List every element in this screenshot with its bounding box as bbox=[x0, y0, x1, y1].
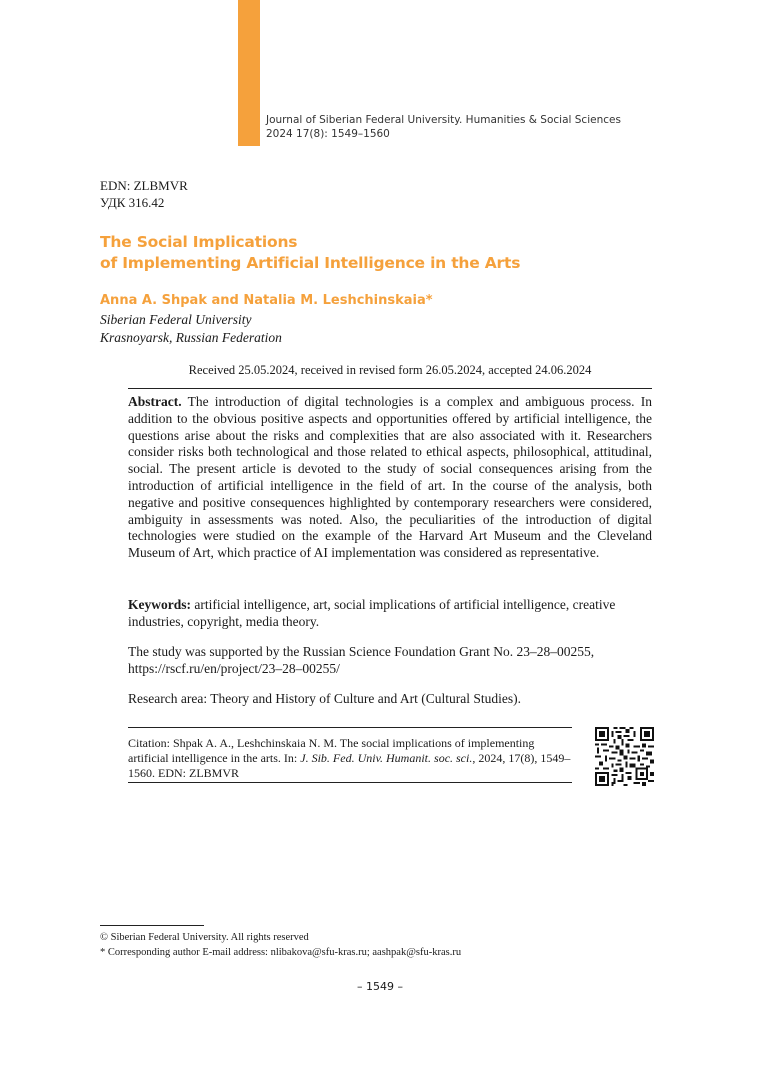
corresponding-author-note: * Corresponding author E-mail address: nlibakova@sfu-kras.ru; aashpak@sfu-kras.ru bbox=[100, 947, 462, 958]
affiliation-city: Krasnoyarsk, Russian Federation bbox=[100, 330, 282, 345]
citation bbox=[128, 736, 572, 781]
citation-prefix: Citation: Shpak A. A., Leshchinskaia N. M. The social implications of implementing artificial intelligence in the arts. In: bbox=[128, 736, 535, 765]
udk-code: УДК 316.42 bbox=[100, 195, 165, 210]
received-dates: Received 25.05.2024, received in revised form 26.05.2024, accepted 24.06.2024 bbox=[188, 363, 592, 377]
citation-top-rule bbox=[128, 727, 572, 728]
edn-code: EDN: ZLBMVR bbox=[100, 178, 188, 193]
journal-issue: 2024 17(8): 1549–1560 bbox=[266, 128, 390, 140]
journal-header bbox=[266, 113, 621, 141]
abstract-label: Abstract. bbox=[128, 394, 182, 409]
article-title bbox=[100, 232, 520, 274]
page-number: – 1549 – bbox=[357, 980, 403, 993]
abstract-text: The introduction of digital technologies is a complex and ambiguous process. In addition to the obvious positive aspects and opportunities offered by artificial intelligence, the questions arise about the risks and complexities that are also associated with it. Researchers consider risks both technological and those related to ethical aspects, philosophical, attitudinal, social. The present article is devoted to the study of social consequences arising from the introduction of artificial intelligence in the field of art. In the course of the analysis, both negative and positive consequences highlighted by contemporary researchers were considered, ambiguity in assessments was noted. Also, the peculiarities of the introduction of digital technologies were studied on the example of the Harvard Art Museum and the Cleveland Museum of Art, which practice of AI implementation was considered as representative. bbox=[128, 394, 652, 561]
funding-link[interactable]: https://rscf.ru/en/project/23–28–00255/ bbox=[128, 661, 340, 676]
journal-name: Journal of Siberian Federal University. Humanities & Social Sciences bbox=[266, 114, 621, 126]
citation-journal: J. Sib. Fed. Univ. Humanit. soc. sci. bbox=[300, 751, 473, 765]
citation-suffix: , 2024, 17(8), 1549–1560. EDN: ZLBMVR bbox=[128, 751, 571, 780]
research-area: Research area: Theory and History of Culture and Art (Cultural Studies). bbox=[128, 691, 522, 706]
keywords-text: artificial intelligence, art, social implications of artificial intelligence, creative industries, copyright, media theory. bbox=[128, 597, 616, 629]
footnotes bbox=[100, 930, 461, 960]
affiliation-university: Siberian Federal University bbox=[100, 312, 252, 327]
journal-accent-bar bbox=[238, 0, 260, 146]
funding-line: The study was supported by the Russian Science Foundation Grant No. 23–28–00255, bbox=[128, 644, 595, 659]
abstract-top-rule bbox=[128, 388, 652, 389]
affiliation bbox=[100, 311, 282, 347]
qr-code-icon[interactable] bbox=[595, 727, 654, 786]
copyright-note: © Siberian Federal University. All rights reserved bbox=[100, 932, 309, 943]
citation-bottom-rule bbox=[128, 782, 572, 783]
abstract bbox=[128, 394, 652, 562]
authors: Anna A. Shpak and Natalia M. Leshchinskaia* bbox=[100, 293, 433, 308]
funding-note bbox=[128, 643, 652, 677]
title-line-2: of Implementing Artificial Intelligence in the Arts bbox=[100, 254, 521, 272]
article-meta bbox=[100, 177, 188, 211]
title-line-1: The Social Implications bbox=[100, 233, 298, 251]
keywords bbox=[128, 596, 652, 630]
footnote-rule bbox=[100, 925, 204, 926]
keywords-label: Keywords: bbox=[128, 597, 191, 612]
